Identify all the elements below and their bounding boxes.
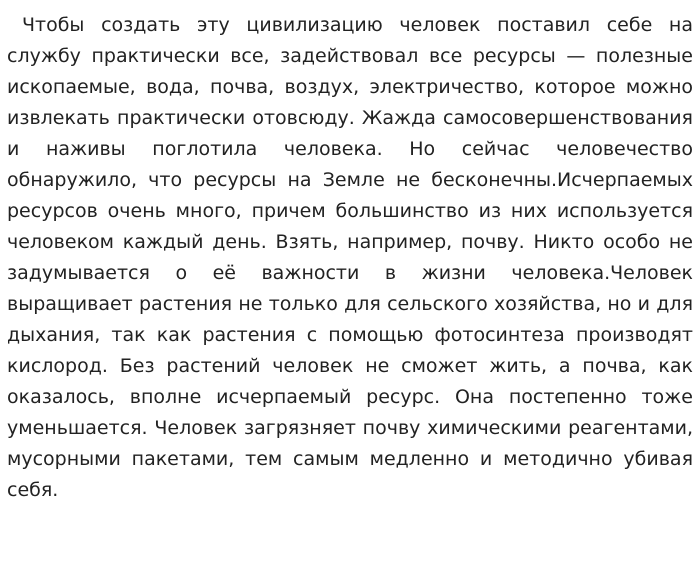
body-paragraph: Чтобы создать эту цивилизацию человек поставил себе на службу практически все, задействовал все ресурсы — полезные ископаемые, вода, почва, воздух, электричество, которое можно извлекать практически отовсюду. Жажда самосовершенствования и наживы поглотила человека. Но сейчас человечество обнаружило, что ресурсы на Земле не бесконечны.Исчерпаемых ресурсов очень много, причем большинство из них используется человеком каждый день. Взять, например, почву. Никто особо не задумывается о её важности в жизни человека.Человек выращивает растения не только для сельского хозяйства, но и для дыхания, так как растения с помощью фотосинтеза производят кислород. Без растений человек не сможет жить, а почва, как оказалось, вполне исчерпаемый ресурс. Она постепенно тоже уменьшается. Человек загрязняет почву химическими реагентами, мусорными пакетами, тем самым медленно и методично убивая себя. xyxy=(7,14,693,501)
